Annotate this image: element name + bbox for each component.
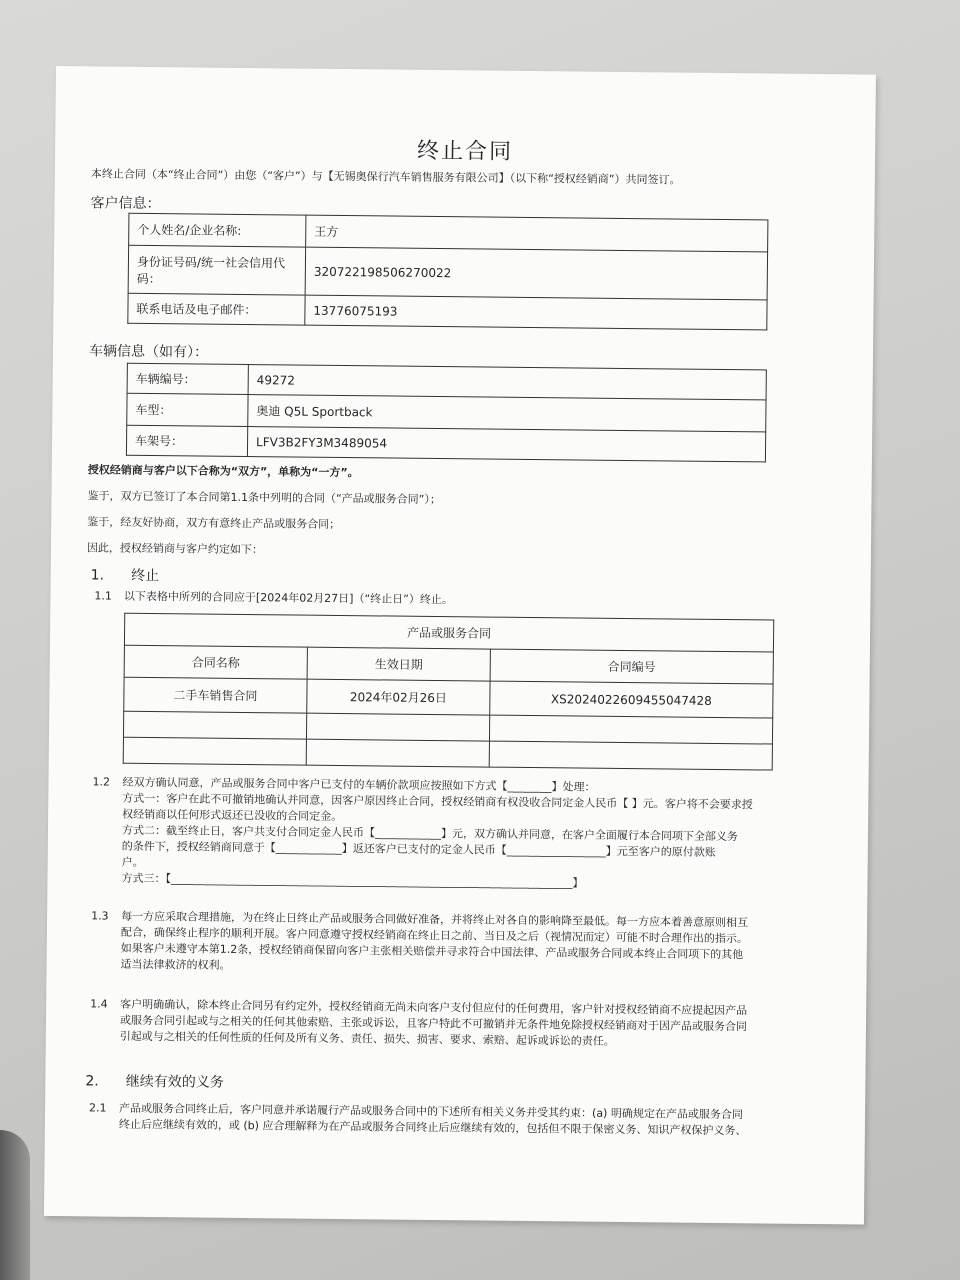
table-row-empty [123, 737, 772, 770]
clause-1-4 [90, 996, 830, 1052]
clause-1-2 [91, 774, 832, 894]
clause-line: 产品或服务合同终止后，客户同意并承诺履行产品或服务合同中的下述所有相关义务并受其约束：(a) 明确规定在产品或服务合同 [119, 1101, 743, 1122]
vehicle-row [126, 425, 765, 462]
clause-line: 如果客户未遵守本第1.2条，授权经销商保留向客户主张相关赔偿并寻求符合中国法律、产品或服务合同或本终止合同项下的其他 [120, 941, 744, 962]
clause-line: 经双方确认同意，产品或服务合同中客户已支付的车辆价款项应按照如下方式【________】处理： [122, 775, 596, 794]
customer-value: 320722198506270022 [305, 247, 767, 300]
product-contract-table [123, 613, 775, 771]
clause-line: 客户明确确认，除本终止合同另有约定外，授权经销商无尚未向客户支付但应付的任何费用，客户针对授权经销商不应提起因产品 [120, 997, 748, 1018]
section-2-heading [85, 1070, 224, 1091]
document-title: 终止合同 [416, 138, 514, 165]
customer-row [128, 293, 767, 330]
clause-line: 权经销商以任何形式返还已没收的合同定金。 [122, 807, 343, 824]
clause-2-1 [89, 1100, 829, 1140]
vehicle-section-heading: 车辆信息（如有）： [88, 343, 209, 361]
customer-label: 身份证号码/统一社会信用代码： [128, 245, 305, 295]
clause-line: 或服务合同引起或与之相关的任何其他索赔、主张或诉讼，且客户特此不可撤销并无条件地免除授权经销商对于因产品或服务合同 [119, 1013, 748, 1034]
therefore-paragraph: 因此，授权经销商与客户约定如下： [86, 541, 264, 557]
clause-line: 适当法律救济的权利。 [120, 957, 231, 972]
vehicle-value: LFV3B2FY3M3489054 [247, 427, 765, 462]
clause-1-3 [91, 908, 832, 980]
clause-line: 引起或与之相关的任何性质的任何及所有义务、责任、损失、损害、要求、索赔、起诉或诉讼的责任。 [119, 1029, 615, 1048]
customer-label: 联系电话及电子邮件： [128, 293, 305, 325]
vehicle-label: 车架号： [126, 425, 247, 456]
table-cell: XS2024022609455047428 [490, 681, 773, 718]
document-page [44, 66, 876, 1225]
clause-1-1 [94, 588, 453, 608]
clause-line: 方式二：截至终止日，客户共支付合同定金人民币【____________】元，双方确认并同意，在客户全面履行本合同项下全部义务 [121, 823, 739, 844]
whereas-paragraph-2: 鉴于，经友好协商，双方有意终止产品或服务合同； [87, 515, 341, 532]
parties-paragraph: 授权经销商与客户以下合称为“双方”，单称为“一方”。 [87, 463, 359, 480]
clause-number: 1.1 [94, 589, 113, 603]
vehicle-value: 奥迪 Q5L Sportback [248, 395, 766, 432]
section-title: 终止 [131, 567, 160, 585]
customer-info-table [127, 213, 768, 331]
vehicle-label: 车辆编号： [127, 363, 248, 394]
column-header: 生效日期 [307, 647, 490, 681]
clause-line: 配合，确保终止程序的顺利开展。客户同意遵守授权经销商在终止日之前、当日及之后（视情况而定）可能不时合理作出的指示。 [120, 925, 748, 946]
clause-number: 1.3 [91, 909, 109, 923]
vehicle-label: 车型： [127, 393, 248, 426]
table-cell: 2024年02月26日 [307, 679, 490, 715]
clause-line: 方式三：【_________________________________________________________________________】 [121, 871, 584, 890]
clause-number: 1.4 [90, 997, 108, 1011]
clause-line: 的条件下，授权经销商同意于【____________】返还客户已支付的定金人民币【__________________】元至客户的原付款账 [121, 839, 716, 859]
clause-line: 终止后应继续有效的，或 (b) 应合理解释为在产品或服务合同终止后应继续有效的，包括但不限于保密义务、知识产权保护义务、 [118, 1117, 747, 1138]
clause-line: 方式一：客户在此不可撤销地确认并同意，因客户原因终止合同，授权经销商有权没收合同定金人民币【 】元。客户将不会要求授 [122, 791, 753, 812]
table-cell: 二手车销售合同 [124, 677, 307, 713]
customer-value: 13776075193 [305, 295, 767, 330]
section-number: 1. [90, 567, 105, 584]
desk-corner [0, 1130, 30, 1280]
section-title: 继续有效的义务 [125, 1073, 224, 1091]
vehicle-info-table [126, 363, 767, 463]
table-caption: 产品或服务合同 [124, 613, 773, 652]
customer-value: 王方 [306, 215, 768, 252]
clause-line: 每一方应采取合理措施，为在终止日终止产品或服务合同做好准备，并将终止对各自的影响降至最低。每一方应本着善意原则相互 [121, 909, 749, 930]
clause-line: 户。 [121, 855, 144, 869]
vehicle-value: 49272 [248, 365, 766, 400]
section-1-heading [91, 564, 160, 585]
whereas-paragraph-1: 鉴于，双方已签订了本合同第1.1条中列明的合同（“产品或服务合同”）； [87, 489, 441, 507]
customer-row [128, 245, 767, 300]
clause-number: 1.2 [92, 775, 111, 789]
customer-label: 个人姓名/企业名称: [129, 213, 306, 247]
section-number: 2. [85, 1073, 99, 1090]
clause-number: 2.1 [89, 1101, 107, 1115]
intro-paragraph: 本终止合同（本“终止合同”）由您（“客户”）与【无锡奥保行汽车销售服务有限公司】（以下称“授权经销商”）共同签订。 [90, 167, 681, 187]
column-header: 合同编号 [490, 649, 773, 684]
column-header: 合同名称 [124, 645, 307, 679]
customer-section-heading: 客户信息： [90, 195, 161, 213]
clause-text: 以下表格中所列的合同应于[2024年02月27日]（“终止日”）终止。 [123, 589, 453, 607]
